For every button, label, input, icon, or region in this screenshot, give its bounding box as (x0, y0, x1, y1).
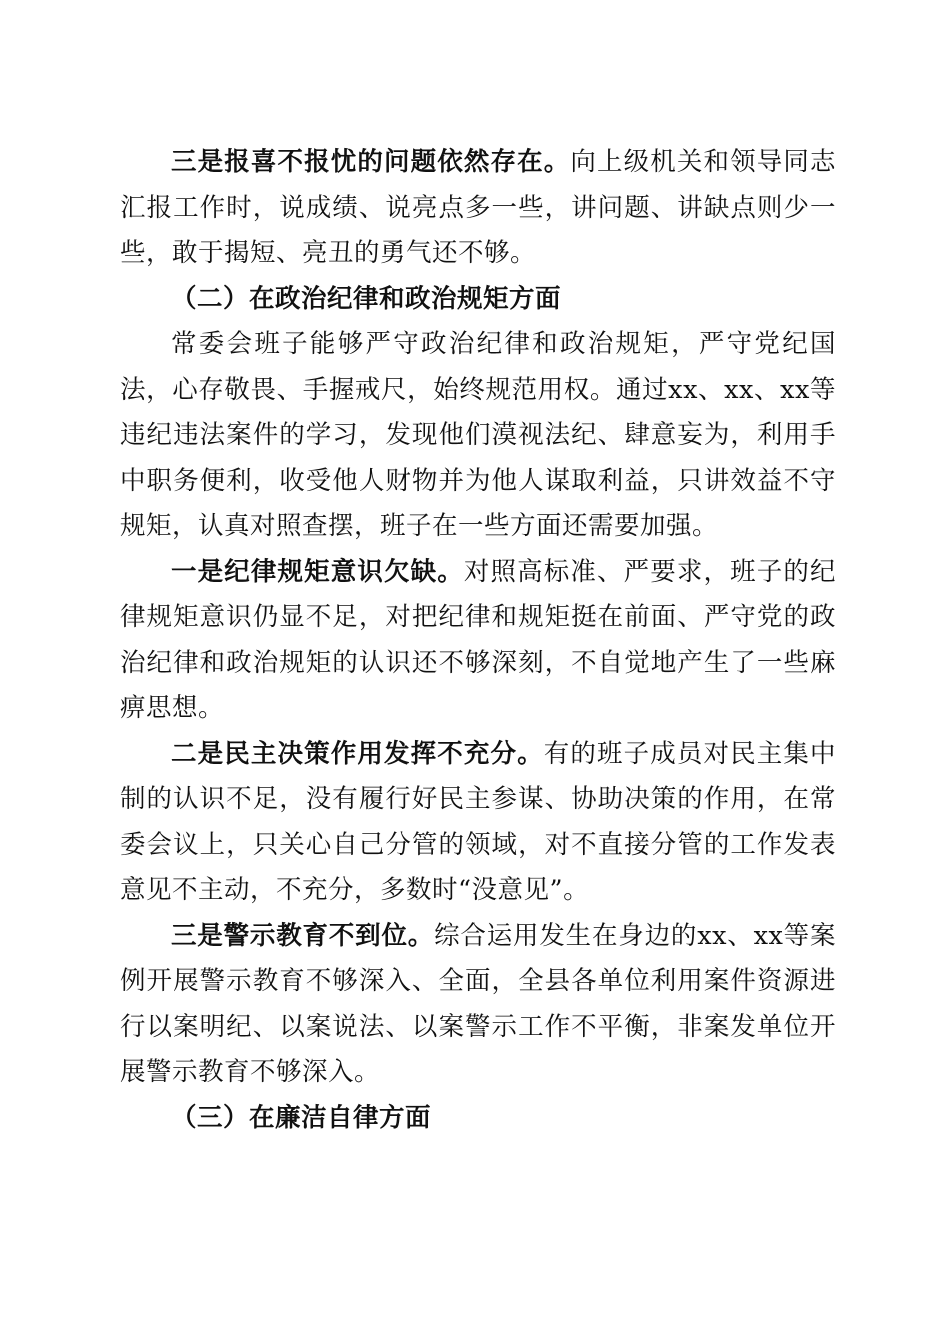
paragraph-committee-discipline (120, 322, 836, 550)
paragraph-body: 常委会班子能够严守政治纪律和政治规矩，严守党纪国法，心存敬畏、手握戒尺，始终规范用权。通过xx、xx、xx等违纪违法案件的学习，发现他们漠视法纪、肆意妄为，利用手中职务便利，收受他人财物并为他人谋取利益，只讲效益不守规矩，认真对照查摆，班子在一些方面还需要加强。 (120, 329, 836, 541)
paragraph-democratic-decision (120, 732, 836, 914)
paragraph-report-good-news (120, 140, 836, 277)
paragraph-lead: 三是警示教育不到位。 (171, 920, 435, 951)
paragraph-lead: 三是报喜不报忧的问题依然存在。 (171, 147, 571, 177)
document-page (120, 140, 836, 1141)
paragraph-lead: 一是纪律规矩意识欠缺。 (171, 556, 464, 587)
section-heading-political-discipline: （二）在政治纪律和政治规矩方面 (171, 283, 562, 314)
paragraph-warning-education (120, 914, 836, 1096)
paragraph-body: 向上级机关和领导同志汇报工作时，说成绩、说亮点多一些，讲问题、讲缺点则少一些，敢于揭短、亮丑的勇气还不够。 (120, 147, 836, 268)
paragraph-lead: 二是民主决策作用发挥不充分。 (171, 738, 544, 769)
paragraph-body: 综合运用发生在身边的xx、xx等案例开展警示教育不够深入、全面，全县各单位利用案件资源进行以案明纪、以案说法、以案警示工作不平衡，非案发单位开展警示教育不够深入。 (120, 920, 836, 1087)
section-heading-integrity: （三）在廉洁自律方面 (171, 1102, 432, 1133)
paragraph-body: 有的班子成员对民主集中制的认识不足，没有履行好民主参谋、协助决策的作用，在常委会议上，只关心自己分管的领域，对不直接分管的工作发表意见不主动，不充分，多数时“没意见”。 (120, 738, 836, 905)
paragraph-discipline-awareness (120, 550, 836, 732)
paragraph-body: 对照高标准、严要求，班子的纪律规矩意识仍显不足，对把纪律和规矩挺在前面、严守党的政治纪律和政治规矩的认识还不够深刻，不自觉地产生了一些麻痹思想。 (120, 556, 836, 723)
